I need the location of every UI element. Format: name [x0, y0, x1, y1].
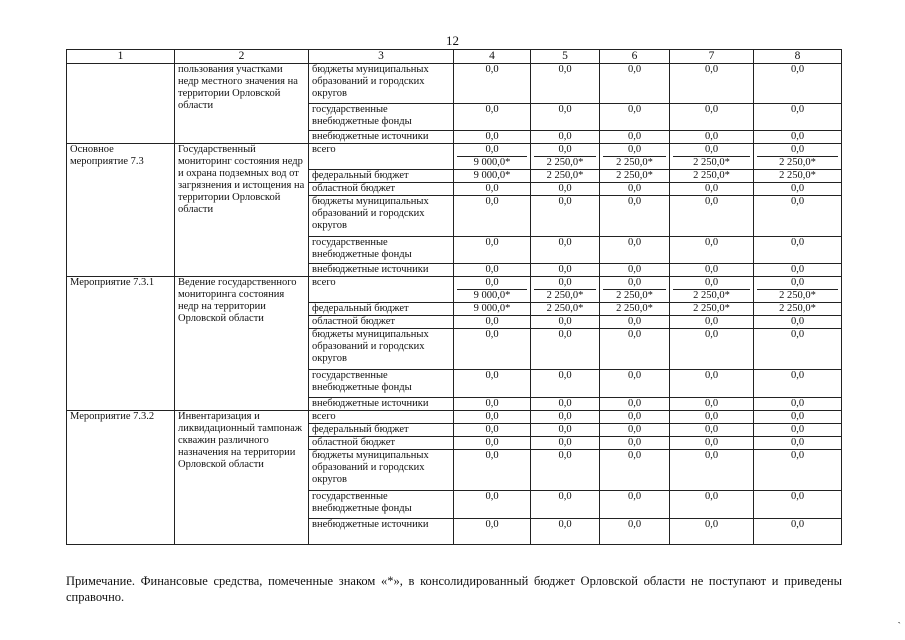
amount-value: 0,0: [704, 237, 719, 248]
amount-cell: [670, 144, 754, 170]
amount-value: 0,0: [790, 264, 805, 275]
amount-value: 0,0: [558, 144, 572, 155]
amount-cell: [454, 303, 531, 316]
amount-cell: [454, 131, 531, 144]
table-row: [67, 277, 842, 303]
amount-cell: [754, 450, 842, 491]
amount-value: 2 250,0*: [693, 170, 730, 181]
amount-value: 2 250,0*: [534, 156, 596, 169]
amount-value: 0,0: [627, 329, 642, 340]
col-header: 7: [670, 50, 754, 64]
amount-value: 0,0: [558, 398, 572, 409]
amount-value: 0,0: [558, 437, 572, 448]
amount-value: 0,0: [790, 437, 805, 448]
amount-cell: [531, 131, 600, 144]
amount-cell: [600, 437, 670, 450]
footnote: Примечание. Финансовые средства, помеченные знаком «*», в консолидированный бюджет Орловской области не поступают и приведены справочно.: [66, 574, 842, 604]
col-header: 1: [67, 50, 175, 64]
amount-value: 0,0: [704, 370, 719, 381]
amount-cell: [531, 491, 600, 519]
amount-value: 0,0: [790, 277, 805, 288]
amount-value: 9 000,0*: [457, 156, 527, 169]
amount-value: 0,0: [627, 237, 642, 248]
amount-value: 0,0: [485, 183, 499, 194]
amount-cell: [670, 303, 754, 316]
amount-value: 9 000,0*: [473, 170, 511, 181]
funding-source: государственные внебюджетные фонды: [309, 104, 454, 131]
amount-value: 0,0: [790, 104, 805, 115]
amount-cell: [454, 370, 531, 398]
amount-value: 0,0: [704, 277, 719, 288]
amount-cell: [670, 519, 754, 545]
amount-cell: [531, 196, 600, 237]
amount-value: 2 250,0*: [757, 289, 838, 302]
amount-cell: [454, 450, 531, 491]
amount-value: 0,0: [627, 144, 642, 155]
amount-value: 0,0: [485, 237, 499, 248]
table-row: [67, 144, 842, 170]
amount-value: 0,0: [485, 316, 499, 327]
amount-value: 0,0: [485, 144, 499, 155]
amount-value: 0,0: [485, 491, 499, 502]
amount-value: 0,0: [485, 370, 499, 381]
amount-value: 0,0: [558, 131, 572, 142]
amount-cell: [670, 450, 754, 491]
amount-value: 0,0: [558, 237, 572, 248]
amount-cell: [454, 398, 531, 411]
amount-value: 0,0: [485, 424, 499, 435]
amount-value: 0,0: [558, 196, 572, 207]
amount-cell: [754, 131, 842, 144]
amount-value: 0,0: [558, 64, 572, 75]
amount-cell: [454, 196, 531, 237]
amount-value: 0,0: [485, 196, 499, 207]
amount-cell: [670, 411, 754, 424]
funding-source: всего: [309, 277, 454, 303]
amount-value: 0,0: [790, 370, 805, 381]
amount-value: 0,0: [790, 196, 805, 207]
amount-cell: [454, 329, 531, 370]
amount-value: 0,0: [790, 424, 805, 435]
amount-cell: [531, 329, 600, 370]
amount-cell: [600, 196, 670, 237]
amount-value: 0,0: [558, 424, 572, 435]
amount-cell: [754, 183, 842, 196]
amount-value: 0,0: [627, 370, 642, 381]
amount-value: 0,0: [627, 437, 642, 448]
page-number: 12: [446, 33, 459, 48]
amount-value: 0,0: [704, 64, 719, 75]
amount-cell: [754, 491, 842, 519]
table-body: [67, 64, 842, 545]
amount-value: 0,0: [627, 519, 642, 530]
amount-value: 0,0: [704, 437, 719, 448]
amount-cell: [670, 329, 754, 370]
amount-value: 0,0: [558, 491, 572, 502]
amount-value: 0,0: [485, 277, 499, 288]
measure-code: Мероприятие 7.3.1: [67, 277, 175, 411]
amount-value: 0,0: [485, 450, 499, 461]
amount-value: 9 000,0*: [473, 303, 511, 314]
amount-value: 0,0: [704, 264, 719, 275]
amount-value: 0,0: [704, 450, 719, 461]
amount-value: 0,0: [790, 329, 805, 340]
amount-cell: [600, 303, 670, 316]
amount-value: 0,0: [790, 64, 805, 75]
amount-cell: [531, 144, 600, 170]
amount-value: 0,0: [627, 131, 642, 142]
amount-value: 0,0: [704, 104, 719, 115]
amount-value: 0,0: [704, 329, 719, 340]
measure-title: пользования участками недр местного значения на территории Орловской области: [175, 64, 309, 144]
amount-cell: [754, 519, 842, 545]
amount-cell: [531, 519, 600, 545]
amount-cell: [754, 264, 842, 277]
col-header: 3: [309, 50, 454, 64]
amount-cell: [670, 183, 754, 196]
amount-cell: [531, 237, 600, 264]
amount-cell: [531, 277, 600, 303]
amount-cell: [670, 104, 754, 131]
amount-value: 0,0: [485, 329, 499, 340]
funding-source: бюджеты муниципальных образований и городских округов: [309, 450, 454, 491]
amount-cell: [454, 411, 531, 424]
funding-source: федеральный бюджет: [309, 170, 454, 183]
amount-cell: [600, 183, 670, 196]
amount-value: 0,0: [558, 264, 572, 275]
amount-value: 0,0: [485, 411, 499, 422]
amount-cell: [531, 170, 600, 183]
amount-cell: [531, 264, 600, 277]
funding-source: внебюджетные источники: [309, 131, 454, 144]
funding-source: федеральный бюджет: [309, 303, 454, 316]
amount-value: 0,0: [485, 104, 499, 115]
amount-value: 0,0: [790, 450, 805, 461]
header-row: [67, 50, 842, 64]
amount-value: 2 250,0*: [693, 303, 730, 314]
funding-source: государственные внебюджетные фонды: [309, 370, 454, 398]
amount-value: 0,0: [485, 264, 499, 275]
amount-value: 0,0: [790, 144, 805, 155]
amount-cell: [754, 196, 842, 237]
amount-cell: [600, 316, 670, 329]
amount-cell: [754, 64, 842, 104]
amount-value: 0,0: [790, 316, 805, 327]
amount-cell: [531, 303, 600, 316]
amount-cell: [454, 64, 531, 104]
amount-value: 0,0: [704, 131, 719, 142]
amount-value: 0,0: [790, 183, 805, 194]
funding-source: государственные внебюджетные фонды: [309, 491, 454, 519]
funding-source: бюджеты муниципальных образований и городских округов: [309, 329, 454, 370]
amount-cell: [754, 437, 842, 450]
amount-cell: [670, 437, 754, 450]
amount-cell: [454, 104, 531, 131]
amount-cell: [600, 104, 670, 131]
amount-cell: [531, 316, 600, 329]
col-header: 8: [754, 50, 842, 64]
amount-cell: [531, 183, 600, 196]
amount-value: 0,0: [558, 183, 572, 194]
amount-cell: [531, 437, 600, 450]
measure-code: Основное мероприятие 7.3: [67, 144, 175, 277]
measure-code: Мероприятие 7.3.2: [67, 411, 175, 545]
amount-cell: [531, 64, 600, 104]
amount-value: 2 250,0*: [757, 156, 838, 169]
amount-cell: [454, 277, 531, 303]
amount-value: 0,0: [790, 237, 805, 248]
amount-value: 0,0: [627, 450, 642, 461]
amount-value: 0,0: [790, 519, 805, 530]
funding-source: областной бюджет: [309, 316, 454, 329]
amount-cell: [600, 519, 670, 545]
funding-source: внебюджетные источники: [309, 264, 454, 277]
amount-cell: [454, 144, 531, 170]
amount-cell: [754, 424, 842, 437]
amount-value: 0,0: [558, 316, 572, 327]
amount-cell: [670, 131, 754, 144]
amount-value: 0,0: [485, 64, 499, 75]
amount-cell: [670, 264, 754, 277]
funding-source: всего: [309, 411, 454, 424]
amount-value: 2 250,0*: [616, 170, 653, 181]
amount-cell: [670, 424, 754, 437]
amount-value: 2 250,0*: [546, 170, 584, 181]
amount-cell: [531, 424, 600, 437]
funding-source: областной бюджет: [309, 183, 454, 196]
amount-value: 0,0: [627, 264, 642, 275]
amount-value: 0,0: [627, 398, 642, 409]
amount-value: 0,0: [558, 277, 572, 288]
amount-value: 2 250,0*: [673, 156, 750, 169]
amount-value: 0,0: [558, 519, 572, 530]
amount-cell: [600, 237, 670, 264]
funding-source: государственные внебюджетные фонды: [309, 237, 454, 264]
amount-cell: [754, 277, 842, 303]
amount-value: 2 250,0*: [779, 170, 816, 181]
amount-cell: [600, 277, 670, 303]
funding-source: областной бюджет: [309, 437, 454, 450]
amount-cell: [600, 170, 670, 183]
amount-cell: [600, 264, 670, 277]
amount-cell: [754, 303, 842, 316]
amount-value: 9 000,0*: [457, 289, 527, 302]
amount-cell: [670, 370, 754, 398]
amount-value: 2 250,0*: [603, 289, 666, 302]
amount-value: 0,0: [627, 491, 642, 502]
amount-cell: [454, 237, 531, 264]
amount-value: 2 250,0*: [534, 289, 596, 302]
amount-value: 0,0: [627, 196, 642, 207]
amount-cell: [454, 183, 531, 196]
amount-cell: [600, 491, 670, 519]
amount-cell: [454, 437, 531, 450]
amount-value: 0,0: [704, 398, 719, 409]
funding-source: всего: [309, 144, 454, 170]
amount-value: 0,0: [790, 411, 805, 422]
amount-cell: [531, 370, 600, 398]
amount-cell: [600, 411, 670, 424]
amount-cell: [531, 450, 600, 491]
amount-cell: [454, 519, 531, 545]
amount-cell: [600, 450, 670, 491]
amount-value: 0,0: [558, 411, 572, 422]
amount-value: 0,0: [558, 104, 572, 115]
amount-cell: [600, 370, 670, 398]
amount-cell: [531, 411, 600, 424]
amount-cell: [531, 104, 600, 131]
amount-cell: [754, 411, 842, 424]
amount-cell: [454, 316, 531, 329]
amount-value: 2 250,0*: [673, 289, 750, 302]
amount-value: 0,0: [627, 411, 642, 422]
amount-cell: [754, 398, 842, 411]
amount-value: 0,0: [790, 398, 805, 409]
amount-value: 0,0: [704, 519, 719, 530]
amount-cell: [670, 316, 754, 329]
amount-cell: [454, 264, 531, 277]
amount-value: 0,0: [704, 424, 719, 435]
amount-value: 0,0: [704, 144, 719, 155]
amount-cell: [670, 237, 754, 264]
amount-cell: [600, 64, 670, 104]
col-header: 4: [454, 50, 531, 64]
amount-value: 0,0: [704, 411, 719, 422]
amount-cell: [600, 131, 670, 144]
amount-value: 0,0: [704, 196, 719, 207]
funding-source: внебюджетные источники: [309, 398, 454, 411]
funding-source: бюджеты муниципальных образований и городских округов: [309, 64, 454, 104]
scan-mark: ˏ: [897, 612, 901, 624]
amount-cell: [454, 170, 531, 183]
amount-value: 0,0: [485, 398, 499, 409]
amount-cell: [754, 316, 842, 329]
amount-cell: [600, 144, 670, 170]
funding-source: федеральный бюджет: [309, 424, 454, 437]
amount-cell: [754, 237, 842, 264]
funding-source: бюджеты муниципальных образований и городских округов: [309, 196, 454, 237]
amount-value: 0,0: [485, 437, 499, 448]
amount-cell: [670, 170, 754, 183]
amount-value: 0,0: [704, 491, 719, 502]
amount-cell: [670, 398, 754, 411]
amount-cell: [670, 64, 754, 104]
measure-title: Инвентаризация и ликвидационный тампонаж скважин различного назначения на территории Орловской области: [175, 411, 309, 545]
amount-value: 0,0: [627, 277, 642, 288]
amount-value: 0,0: [627, 104, 642, 115]
amount-cell: [531, 398, 600, 411]
amount-value: 2 250,0*: [603, 156, 666, 169]
amount-cell: [670, 196, 754, 237]
amount-value: 0,0: [627, 316, 642, 327]
amount-cell: [670, 491, 754, 519]
amount-value: 0,0: [704, 183, 719, 194]
amount-cell: [754, 104, 842, 131]
measure-title: Ведение государственного мониторинга состояния недр на территории Орловской области: [175, 277, 309, 411]
budget-table: [66, 49, 842, 545]
amount-cell: [454, 491, 531, 519]
amount-value: 2 250,0*: [546, 303, 584, 314]
funding-source: внебюджетные источники: [309, 519, 454, 545]
amount-value: 0,0: [558, 329, 572, 340]
amount-value: 0,0: [790, 131, 805, 142]
amount-cell: [600, 329, 670, 370]
col-header: 6: [600, 50, 670, 64]
amount-value: 0,0: [704, 316, 719, 327]
amount-cell: [600, 398, 670, 411]
amount-value: 0,0: [627, 64, 642, 75]
amount-cell: [670, 277, 754, 303]
col-header: 2: [175, 50, 309, 64]
amount-cell: [754, 370, 842, 398]
amount-value: 0,0: [485, 131, 499, 142]
amount-cell: [754, 144, 842, 170]
amount-value: 0,0: [627, 424, 642, 435]
col-header: 5: [531, 50, 600, 64]
amount-cell: [754, 329, 842, 370]
table-row: [67, 64, 842, 104]
measure-title: Государственный мониторинг состояния недр и охрана подземных вод от загрязнения и истощения на территории Орловской области: [175, 144, 309, 277]
table-row: [67, 411, 842, 424]
amount-value: 0,0: [790, 491, 805, 502]
amount-value: 2 250,0*: [616, 303, 653, 314]
amount-value: 0,0: [485, 519, 499, 530]
measure-code: [67, 64, 175, 144]
amount-cell: [754, 170, 842, 183]
amount-value: 0,0: [558, 450, 572, 461]
amount-value: 0,0: [558, 370, 572, 381]
amount-cell: [600, 424, 670, 437]
amount-value: 2 250,0*: [779, 303, 816, 314]
amount-cell: [454, 424, 531, 437]
amount-value: 0,0: [627, 183, 642, 194]
